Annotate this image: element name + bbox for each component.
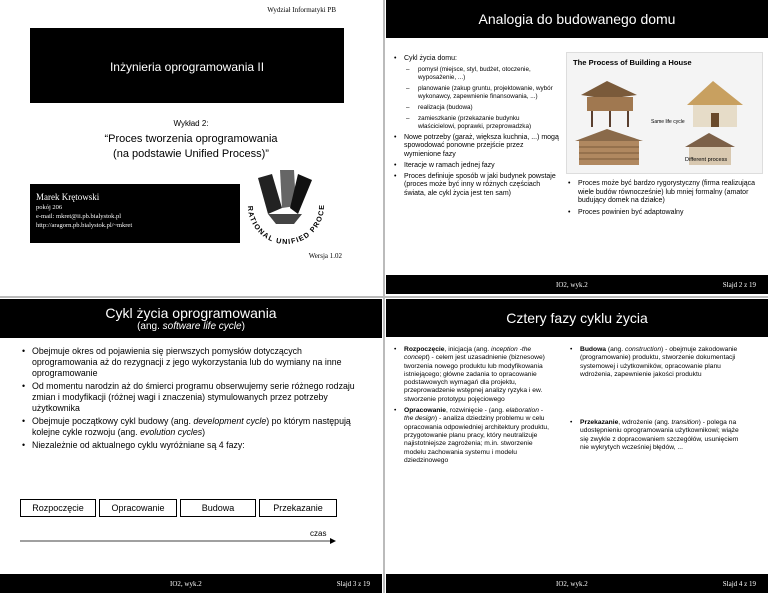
building-house-image <box>566 52 763 174</box>
version-label: Wersja 1.02 <box>308 252 342 260</box>
bullet-text: Cykl życia domu: <box>404 55 457 62</box>
hut-door <box>711 113 719 127</box>
subtitle-term: software life cycle <box>162 321 242 332</box>
phase-term: construction <box>624 346 662 353</box>
bullet-item <box>394 55 559 131</box>
slide-4-title-bar <box>386 299 768 337</box>
slide-3-subtitle <box>0 321 382 333</box>
slide-1 <box>0 0 382 294</box>
slide-4-right-bullets <box>570 346 748 452</box>
slide-3-title-bar <box>0 299 382 338</box>
slide-3 <box>0 299 382 593</box>
footer-course: IO2, wyk.2 <box>170 580 202 588</box>
lecture-topic-line1: “Proces tworzenia oprogramowania <box>104 133 278 145</box>
different-process-label: Different process <box>685 157 728 163</box>
phase-term: transition <box>671 419 699 427</box>
phase-box-elaboration: Opracowanie <box>99 499 177 517</box>
phase-transition-item <box>570 419 748 452</box>
bullet-item: • Proces definiuje sposób w jaki budynek powstaje (proces może być inny w różnych częściach świata, ale cykl życia jest ten sam) <box>394 173 559 199</box>
bullet-item: • Od momentu narodzin aż do śmierci programu obserwujemy serie różnego rodzaju zmian i modyfikacji (różnej wagi i znaczenia) stymulowanych przez potrzeby użytkownika <box>22 381 358 414</box>
course-title-bar <box>30 28 344 103</box>
footer-slide-number: Slajd 2 z 19 <box>722 281 756 289</box>
phase-box-inception: Rozpoczęcie <box>20 499 96 517</box>
phase-construction-item <box>570 346 748 379</box>
phase-text-b: ) - analiza dziedziny problemu w celu opracowania odpowiedniej architektury produktu, przygotowanie planu pracy, który neutralizuje najistotniejsze zagrożenia; m.in. stworzenie modelu zachowania systemu i modelu dziedzinowego <box>404 415 549 464</box>
sub-bullet-item: – realizacja (budowa) <box>404 104 559 112</box>
footer-slide-number: Slajd 4 z 19 <box>722 580 756 588</box>
lecture-topic-line2: (na podstawie Unified Process)” <box>113 148 269 160</box>
stilt-house-leg <box>627 111 629 127</box>
image-title: The Process of Building a House <box>573 58 692 67</box>
phase-box-construction: Budowa <box>180 499 256 517</box>
bullet-item: • Nowe potrzeby (garaż, większa kuchnia, ...) mogą spowodować ponowne przejście przez wymienione fazy <box>394 134 559 160</box>
hut-roof <box>687 81 743 105</box>
cabin-roof <box>575 129 643 141</box>
subtitle-suffix: ) <box>241 321 245 332</box>
bullet3-a: Obejmuje początkowy cykl budowy (ang. <box>32 416 194 426</box>
phase-term: inception -the concept <box>404 346 532 362</box>
stilt-house-leg <box>591 111 593 127</box>
author-bar <box>30 184 240 243</box>
sub-bullets <box>404 66 559 131</box>
houses-illustration <box>567 53 762 173</box>
footer-course: IO2, wyk.2 <box>556 580 588 588</box>
bullet-item: • Niezależnie od aktualnego cyklu wyróżniane są 4 fazy: <box>22 440 358 451</box>
faculty-header: Wydział Informatyki PB <box>267 6 336 14</box>
phase-elaboration-item <box>394 407 554 465</box>
slide-4 <box>386 299 768 593</box>
horizontal-divider <box>0 296 768 298</box>
logo-text: RATIONAL UNIFIED PROCE <box>245 203 327 247</box>
bullet-item: • Proces powinien być adaptowalny <box>568 209 760 218</box>
phase-name: Przekazanie <box>580 419 619 427</box>
phase-name: Budowa <box>580 346 607 353</box>
bullet3-b: ) po którym następują kolejne cykle rozwoju (ang. <box>32 416 351 437</box>
time-axis-label: czas <box>310 529 327 538</box>
slide-3-title: Cykl życia oprogramowania <box>105 305 277 321</box>
slide-2-right-bullets <box>568 180 760 218</box>
course-title: Inżynieria oprogramowania II <box>109 60 265 74</box>
stilt-house-leg <box>609 111 611 127</box>
slide-2-title: Analogia do budowanego domu <box>478 11 676 27</box>
stilt-house-roof <box>581 81 637 99</box>
slide-4-footer <box>386 574 768 593</box>
sub-bullet-item: – planowanie (zakup gruntu, projektowanie, wybór wykonawcy, zapewnienie finansowania, ...) <box>404 85 559 101</box>
phase-text-a: , inicjacja (ang. <box>444 346 491 353</box>
small-house-roof <box>685 133 735 147</box>
phase-text-a: , rozwinięcie - (ang. <box>446 407 506 415</box>
slide-3-footer <box>0 574 382 593</box>
subtitle-prefix: (ang. <box>137 321 163 332</box>
logo-blade-base <box>268 214 302 224</box>
slide-4-left-bullets <box>394 346 554 465</box>
slide-2-footer <box>386 275 768 294</box>
logo-blade-left <box>258 174 282 214</box>
author-name: Marek Krętowski <box>36 192 100 202</box>
slide-2 <box>386 0 768 294</box>
slide-2-bullets <box>394 55 559 199</box>
sub-bullet-item: – zamieszkanie (przekazanie budynku właścicielowi, poprawki, przeprowadzka) <box>404 115 559 131</box>
bullet-item: • Iteracje w ramach jednej fazy <box>394 162 559 171</box>
phase-name: Opracowanie <box>404 407 446 415</box>
author-email: e-mail: mkret@ii.pb.bialystok.pl <box>36 213 122 220</box>
phase-term: elaboration - the design <box>404 407 544 423</box>
same-life-cycle-label: Same life cycle <box>651 119 685 125</box>
slide-2-title-bar <box>386 0 768 38</box>
time-axis <box>0 521 382 561</box>
time-axis-arrowhead <box>330 538 336 544</box>
bullet-item <box>22 416 358 438</box>
phase-text-b: ) - celem jest uzasadnienie (biznesowe) tworzenia nowego produktu lub modyfikowania istniejącego; główne zadania to opracowanie podstawowych wymagań dla projektu, przeprowadzenie wstępnej analizy ryzyka i ew. stworzenie prototypu pojęciowego <box>404 354 545 403</box>
phase-box-transition: Przekazanie <box>259 499 337 517</box>
bullet3-term1: development cycle <box>193 416 267 426</box>
bullet-item: • Obejmuje okres od pojawienia się pierwszych pomysłów dotyczących oprogramowania aż do rezygnacji z jego wykorzystania lub do wymiany na inne oprogramowanie <box>22 346 358 379</box>
author-room: pokój 206 <box>36 204 63 211</box>
phase-text-b: ) - obejmuje zakodowanie (programowanie) produktu, stworzenie dokumentacji systemowej i użytkowników, opracowanie planu wdrożenia, zapewnienie jakości produktu <box>580 346 738 378</box>
footer-slide-number: Slajd 3 z 19 <box>336 580 370 588</box>
bullet3-term2: evolution cycles <box>140 427 203 437</box>
phase-text-a: , wdrożenie (ang. <box>618 419 672 427</box>
footer-course: IO2, wyk.2 <box>556 281 588 289</box>
slide-3-bullets <box>22 346 358 451</box>
bullet-item: • Proces może być bardzo rygorystyczny (firma realizująca wiele budów równocześnie) lub mniej formalny (amator budujący domek na działce) <box>568 180 760 206</box>
stilt-house-body <box>587 97 633 111</box>
lecture-number: Wykład 2: <box>173 119 209 128</box>
rup-logo <box>238 158 334 254</box>
phase-name: Rozpoczęcie <box>404 346 445 353</box>
sub-bullet-item: – pomysł (miejsce, styl, budżet, otoczenie, wyposażenie, ...) <box>404 66 559 82</box>
bullet3-c: ) <box>202 427 206 437</box>
phase-text-a: (ang. <box>606 346 625 353</box>
author-url: http://aragorn.pb.bialystok.pl/~mkret <box>36 222 133 229</box>
slide-4-title: Cztery fazy cyklu życia <box>506 310 648 326</box>
phase-inception-item <box>394 346 554 404</box>
phase-text-b: ) - polega na udostępnieniu oprogramowania użytkownikowi; wiąże się zwykle z dopracowaniem szczegółów, usunięciem nie wykrytych wcześniej błędów, ... <box>580 419 739 452</box>
